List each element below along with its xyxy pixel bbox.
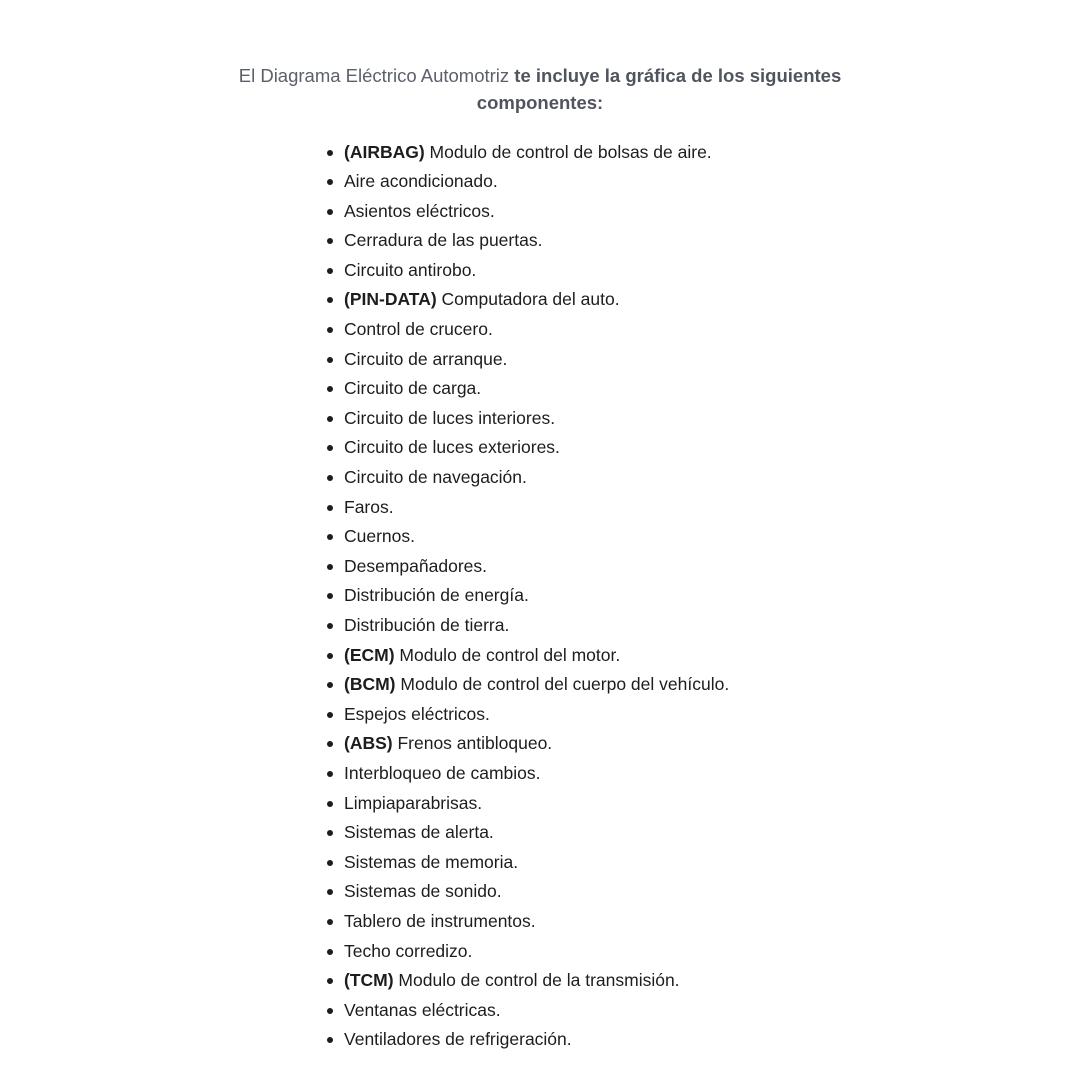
list-item xyxy=(344,996,729,1026)
bullet-icon xyxy=(327,741,333,747)
component-description: Circuito antirobo. xyxy=(344,259,477,280)
list-item xyxy=(344,937,729,967)
component-description: Sistemas de alerta. xyxy=(344,822,494,843)
component-description: Espejos eléctricos. xyxy=(344,703,490,724)
bullet-icon xyxy=(327,712,333,718)
list-item xyxy=(344,167,729,197)
list-item xyxy=(344,493,729,523)
component-description: Circuito de luces interiores. xyxy=(344,407,556,428)
component-tag: (ABS) xyxy=(344,733,393,754)
component-description: Circuito de carga. xyxy=(344,378,482,399)
bullet-icon xyxy=(327,771,333,777)
list-item xyxy=(344,138,729,168)
component-description: Asientos eléctricos. xyxy=(344,200,495,221)
bullet-icon xyxy=(327,327,333,333)
component-description: Techo corredizo. xyxy=(344,940,473,961)
bullet-icon xyxy=(327,830,333,836)
component-description: Circuito de navegación. xyxy=(344,467,527,488)
component-description: Control de crucero. xyxy=(344,319,493,340)
bullet-icon xyxy=(327,860,333,866)
list-item xyxy=(344,522,729,552)
component-description: Modulo de control de la transmisión. xyxy=(393,970,680,991)
bullet-icon xyxy=(327,1008,333,1014)
component-tag: (BCM) xyxy=(344,674,396,695)
component-description: Ventiladores de refrigeración. xyxy=(344,1029,572,1050)
bullet-icon xyxy=(327,445,333,451)
bullet-icon xyxy=(327,978,333,984)
component-description: Ventanas eléctricas. xyxy=(344,999,501,1020)
bullet-icon xyxy=(327,209,333,215)
bullet-icon xyxy=(327,150,333,156)
component-description: Computadora del auto. xyxy=(436,289,620,310)
component-description: Faros. xyxy=(344,496,394,517)
list-item xyxy=(344,966,729,996)
list-item xyxy=(344,818,729,848)
component-description: Sistemas de memoria. xyxy=(344,851,519,872)
intro-line-1 xyxy=(0,62,1080,89)
component-description: Distribución de tierra. xyxy=(344,615,510,635)
list-item xyxy=(344,700,729,730)
list-item xyxy=(344,877,729,907)
bullet-icon xyxy=(327,179,333,185)
list-item xyxy=(344,197,729,227)
bullet-icon xyxy=(327,297,333,303)
component-description: Circuito de luces exteriores. xyxy=(344,437,560,458)
component-description: Modulo de control del cuerpo del vehículo. xyxy=(395,674,730,695)
component-description: Limpiaparabrisas. xyxy=(344,792,483,813)
bullet-icon xyxy=(327,949,333,955)
component-description: Desempañadores. xyxy=(344,555,487,576)
component-list xyxy=(344,138,729,1055)
list-item xyxy=(344,759,729,789)
component-description: Distribución de energía. xyxy=(344,585,529,606)
bullet-icon xyxy=(327,386,333,392)
list-item xyxy=(344,433,729,463)
bullet-icon xyxy=(327,623,333,629)
list-item xyxy=(344,670,729,700)
list-item xyxy=(344,641,729,671)
bullet-icon xyxy=(327,534,333,540)
bullet-icon xyxy=(327,416,333,422)
component-description: Cerradura de las puertas. xyxy=(344,230,543,251)
list-item xyxy=(344,404,729,434)
bullet-icon xyxy=(327,653,333,659)
component-description: Sistemas de sonido. xyxy=(344,881,502,902)
component-description: Frenos antibloqueo. xyxy=(392,733,553,754)
bullet-icon xyxy=(327,564,333,570)
list-item xyxy=(344,611,729,641)
intro-bold-text: te incluye la gráfica de los siguientes xyxy=(514,65,842,86)
bullet-icon xyxy=(327,919,333,925)
bullet-icon xyxy=(327,475,333,481)
list-item xyxy=(344,907,729,937)
intro-heading xyxy=(0,62,1080,116)
list-item xyxy=(344,463,729,493)
list-item xyxy=(344,729,729,759)
component-tag: (ECM) xyxy=(344,644,395,665)
intro-normal-text: El Diagrama Eléctrico Automotriz xyxy=(238,65,515,86)
list-item xyxy=(344,285,729,315)
bullet-icon xyxy=(327,357,333,363)
component-description: Cuernos. xyxy=(344,526,416,547)
component-description: Circuito de arranque. xyxy=(344,348,508,369)
list-item xyxy=(344,581,729,611)
component-description: Modulo de control del motor. xyxy=(394,644,621,665)
list-item xyxy=(344,789,729,819)
bullet-icon xyxy=(327,268,333,274)
list-item xyxy=(344,226,729,256)
list-item xyxy=(344,552,729,582)
list-item xyxy=(344,256,729,286)
intro-line-2: componentes: xyxy=(476,92,604,113)
list-item xyxy=(344,315,729,345)
list-item xyxy=(344,848,729,878)
component-description: Aire acondicionado. xyxy=(344,171,498,192)
component-description: Interbloqueo de cambios. xyxy=(344,762,541,783)
component-tag: (TCM) xyxy=(344,970,394,991)
list-item xyxy=(344,374,729,404)
bullet-icon xyxy=(327,682,333,688)
component-description: Tablero de instrumentos. xyxy=(344,910,536,931)
component-tag: (AIRBAG) xyxy=(344,141,425,162)
list-item xyxy=(344,1025,729,1055)
bullet-icon xyxy=(327,1037,333,1043)
bullet-icon xyxy=(327,889,333,895)
component-tag: (PIN-DATA) xyxy=(344,289,437,310)
bullet-icon xyxy=(327,505,333,511)
component-description: Modulo de control de bolsas de aire. xyxy=(424,141,712,162)
bullet-icon xyxy=(327,593,333,599)
list-item xyxy=(344,345,729,375)
bullet-icon xyxy=(327,238,333,244)
bullet-icon xyxy=(327,801,333,807)
